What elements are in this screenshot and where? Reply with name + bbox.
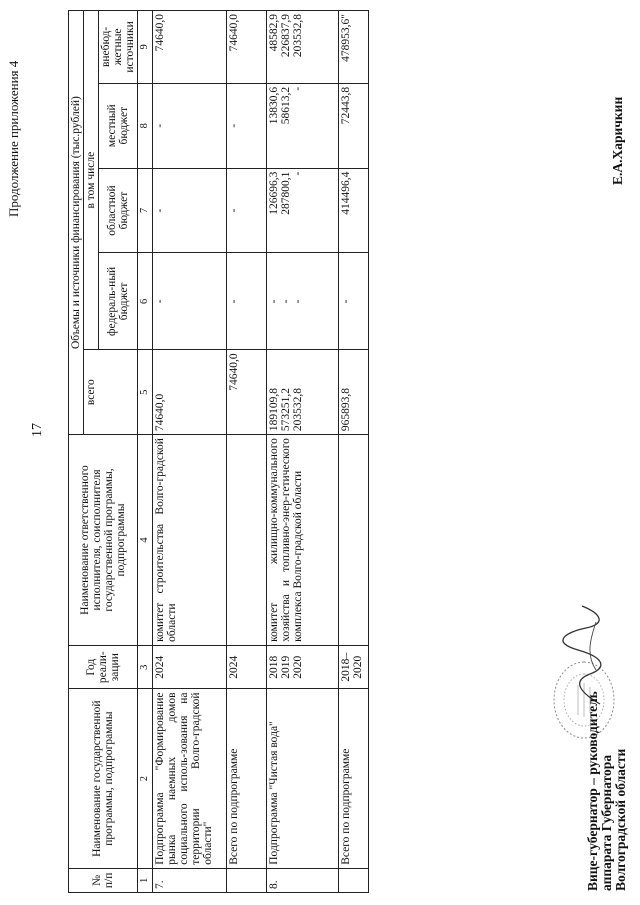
header-incl: в том числе	[84, 11, 99, 350]
col-number: 5	[138, 350, 153, 435]
table-row	[267, 11, 339, 893]
col-number: 8	[138, 83, 153, 168]
header-executor: Наименование ответственного исполнителя, соисполнителя государственной программы, подпрограммы	[69, 435, 138, 646]
row-name: Всего по подпрограмме	[227, 689, 267, 868]
col-number: 6	[138, 253, 153, 350]
position-line: аппарата Губернатора	[599, 754, 614, 891]
row-executor	[339, 435, 369, 646]
row-name: Подпрограмма "Чистая вода"	[267, 689, 339, 868]
position-line: Волгоградской области	[613, 748, 628, 891]
table-row	[153, 11, 227, 893]
header-row-1	[69, 11, 84, 893]
row-name: Всего по подпрограмме	[339, 689, 369, 868]
row-year: 2024	[153, 645, 227, 689]
row-extra: 48582,9 226837,9 203532,8	[267, 11, 339, 84]
row-executor: комитет жилищно-коммунального хозяйства и топливно-энер-гетического комплекса Волго-градской области	[267, 435, 339, 646]
row-num: 7.	[153, 868, 227, 892]
col-number: 3	[138, 645, 153, 689]
row-year: 2024	[227, 645, 267, 689]
row-executor	[227, 435, 267, 646]
header-total: всего	[84, 350, 138, 435]
header-name: Наименование государственной программы, подпрограммы	[69, 689, 138, 868]
header-regional: областной бюджет	[99, 168, 138, 253]
row-year: 2018–2020	[339, 645, 369, 689]
table-row	[227, 11, 267, 893]
row-num	[339, 868, 369, 892]
header-num: № п/п	[69, 868, 138, 892]
row-total: 74640,0	[227, 350, 267, 435]
row-executor: комитет строительства Волго-градской области	[153, 435, 227, 646]
row-extra: 478953,6"	[339, 11, 369, 84]
row-regional: 414496,4	[339, 168, 369, 253]
col-number: 7	[138, 168, 153, 253]
row-regional: -	[153, 168, 227, 253]
col-number: 9	[138, 11, 153, 84]
row-total: 74640,0	[153, 350, 227, 435]
row-local: -	[153, 83, 227, 168]
row-num: 8.	[267, 868, 339, 892]
row-federal: - - -	[267, 253, 339, 350]
signatory-name: Е.А.Харичкин	[610, 96, 625, 185]
header-extra: внебюд-жетные источники	[99, 11, 138, 84]
col-number: 4	[138, 435, 153, 646]
table-row	[339, 11, 369, 893]
row-extra: 74640,0	[153, 11, 227, 84]
row-regional: -	[227, 168, 267, 253]
row-local: -	[227, 83, 267, 168]
row-federal: -	[227, 253, 267, 350]
financing-table	[68, 10, 369, 893]
page-number: 17	[30, 423, 45, 437]
row-local: 72443,8	[339, 83, 369, 168]
row-total: 965893,8	[339, 350, 369, 435]
row-federal: -	[153, 253, 227, 350]
row-total: 189109,8 573251,2 203532,8	[267, 350, 339, 435]
row-local: 13830,6 58613,2 -	[267, 83, 339, 168]
header-local: местный бюджет	[99, 83, 138, 168]
column-number-row	[138, 11, 153, 893]
row-name: Подпрограмма "Формирование рынка наемных домов социального исполь-зования на территории Волго-градской области"	[153, 689, 227, 868]
row-year: 2018 2019 2020	[267, 645, 339, 689]
row-extra: 74640,0	[227, 11, 267, 84]
continuation-note: Продолжение приложения 4	[6, 60, 21, 217]
col-number: 1	[138, 868, 153, 892]
row-num	[227, 868, 267, 892]
col-number: 2	[138, 689, 153, 868]
row-regional: 126696,3 287800,1 -	[267, 168, 339, 253]
header-year: Год реали-зации	[69, 645, 138, 689]
header-federal: федераль-ный бюджет	[99, 253, 138, 350]
header-volumes: Объемы и источники финансирования (тыс.рублей)	[69, 11, 84, 435]
position-line: Вице-губернатор – руководитель	[585, 691, 600, 891]
row-federal: -	[339, 253, 369, 350]
signatory-position	[586, 691, 628, 891]
